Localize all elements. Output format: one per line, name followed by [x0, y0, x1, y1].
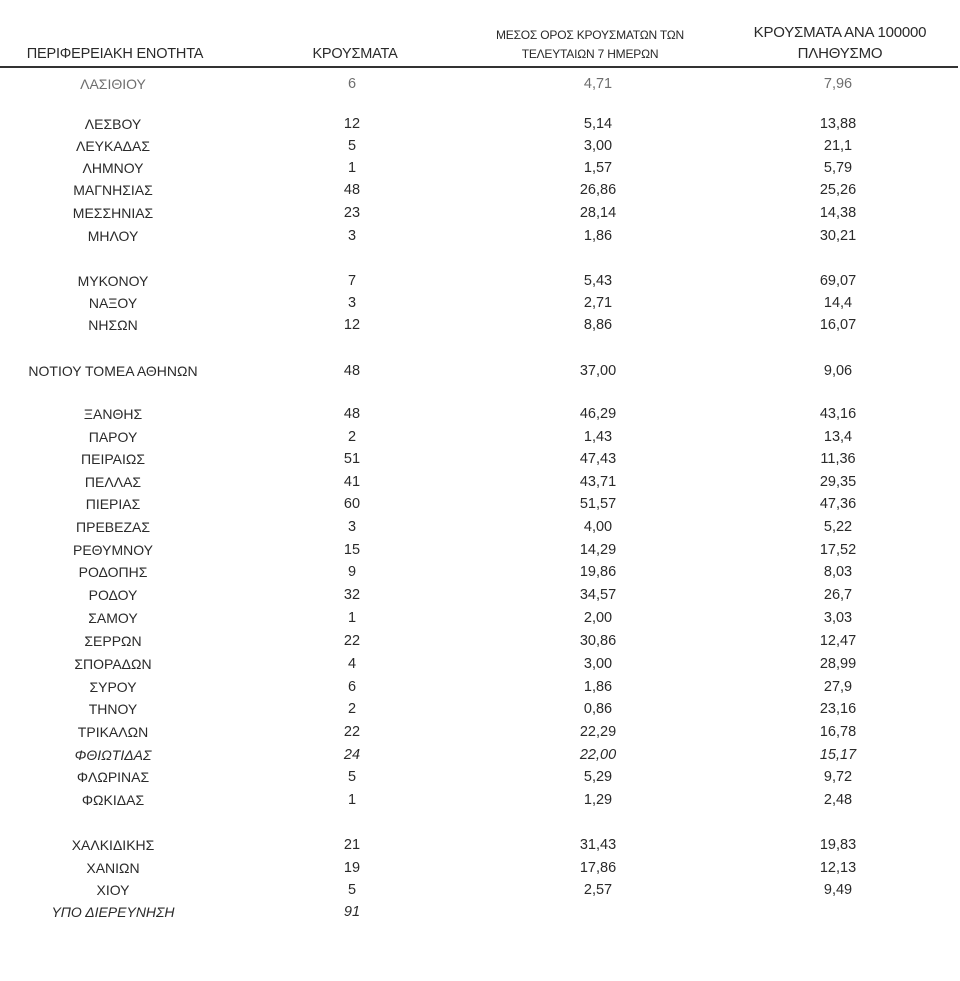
cell-per100k: 69,07 [819, 273, 857, 289]
cell-avg7: 1,29 [583, 792, 613, 808]
cell-region: ΜΑΓΝΗΣΙΑΣ [73, 182, 153, 198]
cell-region: ΛΕΣΒΟΥ [84, 116, 142, 132]
cell-per100k: 13,88 [819, 116, 857, 132]
cell-cases: 32 [343, 587, 361, 603]
cell-avg7: 5,43 [583, 273, 613, 289]
cell-avg7: 8,86 [583, 317, 613, 333]
cell-avg7: 1,86 [583, 228, 613, 244]
cell-cases: 48 [343, 406, 361, 422]
cell-per100k: 16,78 [819, 724, 857, 740]
cell-cases: 5 [347, 138, 357, 154]
header-avg7-line2: ΤΕΛΕΥΤΑΙΩΝ 7 ΗΜΕΡΩΝ [521, 47, 659, 61]
header-per100k-line2: ΠΛΗΘΥΣΜΟ [797, 45, 883, 62]
cell-avg7: 28,14 [579, 205, 617, 221]
cell-avg7: 31,43 [579, 837, 617, 853]
cell-per100k: 12,13 [819, 860, 857, 876]
cell-per100k: 43,16 [819, 406, 857, 422]
cell-avg7: 34,57 [579, 587, 617, 603]
cell-per100k: 23,16 [819, 701, 857, 717]
cell-region: ΦΩΚΙΔΑΣ [81, 792, 145, 808]
cell-cases: 7 [347, 273, 357, 289]
cell-per100k: 21,1 [823, 138, 853, 154]
cell-region: ΣΠΟΡΑΔΩΝ [74, 656, 152, 672]
cell-region: ΠΕΙΡΑΙΩΣ [81, 451, 145, 467]
header-cases: ΚΡΟΥΣΜΑΤΑ [312, 46, 398, 62]
cell-cases: 4 [347, 656, 357, 672]
cell-cases: 12 [343, 317, 361, 333]
cell-region: ΣΥΡΟΥ [89, 679, 137, 695]
cell-avg7: 1,86 [583, 679, 613, 695]
cell-avg7: 26,86 [579, 182, 617, 198]
header-per100k-line1: ΚΡΟΥΣΜΑΤΑ ΑΝΑ 100000 [753, 24, 927, 41]
cell-cases: 6 [347, 76, 357, 92]
cell-cases: 3 [347, 228, 357, 244]
cell-region: ΧΙΟΥ [96, 882, 130, 898]
cell-avg7: 3,00 [583, 138, 613, 154]
cell-region: ΧΑΝΙΩΝ [86, 860, 140, 876]
cell-cases: 3 [347, 519, 357, 535]
cell-per100k: 2,48 [823, 792, 853, 808]
cell-cases: 19 [343, 860, 361, 876]
cell-cases: 21 [343, 837, 361, 853]
cell-region: ΠΑΡΟΥ [88, 429, 138, 445]
cell-cases: 1 [347, 160, 357, 176]
cell-per100k: 8,03 [823, 564, 853, 580]
cell-cases: 6 [347, 679, 357, 695]
cell-per100k: 16,07 [819, 317, 857, 333]
cell-cases: 1 [347, 792, 357, 808]
cell-per100k: 9,06 [823, 363, 853, 379]
cell-cases: 2 [347, 429, 357, 445]
cell-region: ΛΗΜΝΟΥ [82, 160, 144, 176]
cell-cases: 51 [343, 451, 361, 467]
header-region: ΠΕΡΙΦΕΡΕΙΑΚΗ ΕΝΟΤΗΤΑ [26, 46, 204, 62]
cell-avg7: 46,29 [579, 406, 617, 422]
cell-cases: 41 [343, 474, 361, 490]
cell-region: ΣΕΡΡΩΝ [84, 633, 142, 649]
cell-per100k: 30,21 [819, 228, 857, 244]
cell-cases: 91 [343, 904, 361, 920]
cell-avg7: 22,00 [579, 747, 617, 763]
cell-per100k: 26,7 [823, 587, 853, 603]
cell-avg7: 22,29 [579, 724, 617, 740]
cell-region: ΠΕΛΛΑΣ [84, 474, 142, 490]
cell-region: ΡΕΘΥΜΝΟΥ [72, 542, 154, 558]
cell-cases: 48 [343, 182, 361, 198]
cell-avg7: 14,29 [579, 542, 617, 558]
header-per100k [720, 22, 960, 64]
cell-region: ΠΙΕΡΙΑΣ [85, 496, 141, 512]
cell-avg7: 2,57 [583, 882, 613, 898]
cell-region: ΜΥΚΟΝΟΥ [77, 273, 149, 289]
cell-per100k: 12,47 [819, 633, 857, 649]
cell-per100k: 27,9 [823, 679, 853, 695]
cell-region: ΛΑΣΙΘΙΟΥ [80, 76, 146, 92]
cell-per100k: 47,36 [819, 496, 857, 512]
cell-region: ΥΠΟ ΔΙΕΡΕΥΝΗΣΗ [51, 904, 175, 920]
cell-region: ΧΑΛΚΙΔΙΚΗΣ [71, 837, 155, 853]
cell-avg7: 4,00 [583, 519, 613, 535]
cell-avg7: 2,71 [583, 295, 613, 311]
cell-cases: 12 [343, 116, 361, 132]
cell-avg7: 19,86 [579, 564, 617, 580]
cell-per100k: 9,72 [823, 769, 853, 785]
cell-avg7: 3,00 [583, 656, 613, 672]
cell-cases: 15 [343, 542, 361, 558]
cell-cases: 60 [343, 496, 361, 512]
cell-cases: 22 [343, 724, 361, 740]
cell-avg7: 2,00 [583, 610, 613, 626]
cell-per100k: 14,4 [823, 295, 853, 311]
cell-avg7: 5,14 [583, 116, 613, 132]
cell-per100k: 29,35 [819, 474, 857, 490]
header-avg7 [460, 26, 720, 64]
cell-cases: 23 [343, 205, 361, 221]
cell-avg7: 4,71 [583, 76, 613, 92]
cell-region: ΡΟΔΟΥ [88, 587, 138, 603]
cell-avg7: 1,43 [583, 429, 613, 445]
cell-region: ΠΡΕΒΕΖΑΣ [75, 519, 151, 535]
header-avg7-line1: ΜΕΣΟΣ ΟΡΟΣ ΚΡΟΥΣΜΑΤΩΝ ΤΩΝ [495, 28, 685, 42]
cell-region: ΝΗΣΩΝ [88, 317, 138, 333]
cell-per100k: 15,17 [819, 747, 857, 763]
cell-region: ΣΑΜΟΥ [88, 610, 138, 626]
cell-per100k: 28,99 [819, 656, 857, 672]
cell-cases: 2 [347, 701, 357, 717]
cell-region: ΦΛΩΡΙΝΑΣ [76, 769, 150, 785]
cell-avg7: 37,00 [579, 363, 617, 379]
cell-region: ΜΗΛΟΥ [87, 228, 139, 244]
cell-region: ΝΟΤΙΟΥ ΤΟΜΕΑ ΑΘΗΝΩΝ [28, 363, 198, 379]
cell-cases: 3 [347, 295, 357, 311]
cell-per100k: 13,4 [823, 429, 853, 445]
cell-cases: 22 [343, 633, 361, 649]
cell-region: ΡΟΔΟΠΗΣ [78, 564, 148, 580]
cell-avg7: 17,86 [579, 860, 617, 876]
header-divider [0, 66, 958, 68]
cell-per100k: 11,36 [820, 451, 856, 467]
cell-cases: 9 [347, 564, 357, 580]
cell-per100k: 5,22 [823, 519, 853, 535]
cell-cases: 1 [347, 610, 357, 626]
cell-per100k: 7,96 [823, 76, 853, 92]
cell-avg7: 5,29 [583, 769, 613, 785]
cell-avg7: 0,86 [583, 701, 613, 717]
cell-region: ΤΡΙΚΑΛΩΝ [77, 724, 149, 740]
cell-cases: 24 [343, 747, 361, 763]
cell-cases: 5 [347, 769, 357, 785]
cell-avg7: 30,86 [579, 633, 617, 649]
cell-per100k: 9,49 [823, 882, 853, 898]
cell-per100k: 3,03 [823, 610, 853, 626]
cell-per100k: 25,26 [819, 182, 857, 198]
cell-per100k: 14,38 [819, 205, 857, 221]
cell-region: ΦΘΙΩΤΙΔΑΣ [74, 747, 152, 763]
cell-region: ΜΕΣΣΗΝΙΑΣ [72, 205, 154, 221]
cell-region: ΝΑΞΟΥ [88, 295, 138, 311]
cell-per100k: 19,83 [819, 837, 857, 853]
cell-region: ΤΗΝΟΥ [88, 701, 138, 717]
cell-avg7: 47,43 [579, 451, 617, 467]
cell-cases: 48 [343, 363, 361, 379]
cell-cases: 5 [347, 882, 357, 898]
cell-per100k: 17,52 [819, 542, 857, 558]
cell-avg7: 1,57 [583, 160, 613, 176]
cell-per100k: 5,79 [823, 160, 853, 176]
cell-region: ΛΕΥΚΑΔΑΣ [75, 138, 151, 154]
cell-region: ΞΑΝΘΗΣ [83, 406, 143, 422]
cell-avg7: 51,57 [579, 496, 617, 512]
cell-avg7: 43,71 [579, 474, 617, 490]
